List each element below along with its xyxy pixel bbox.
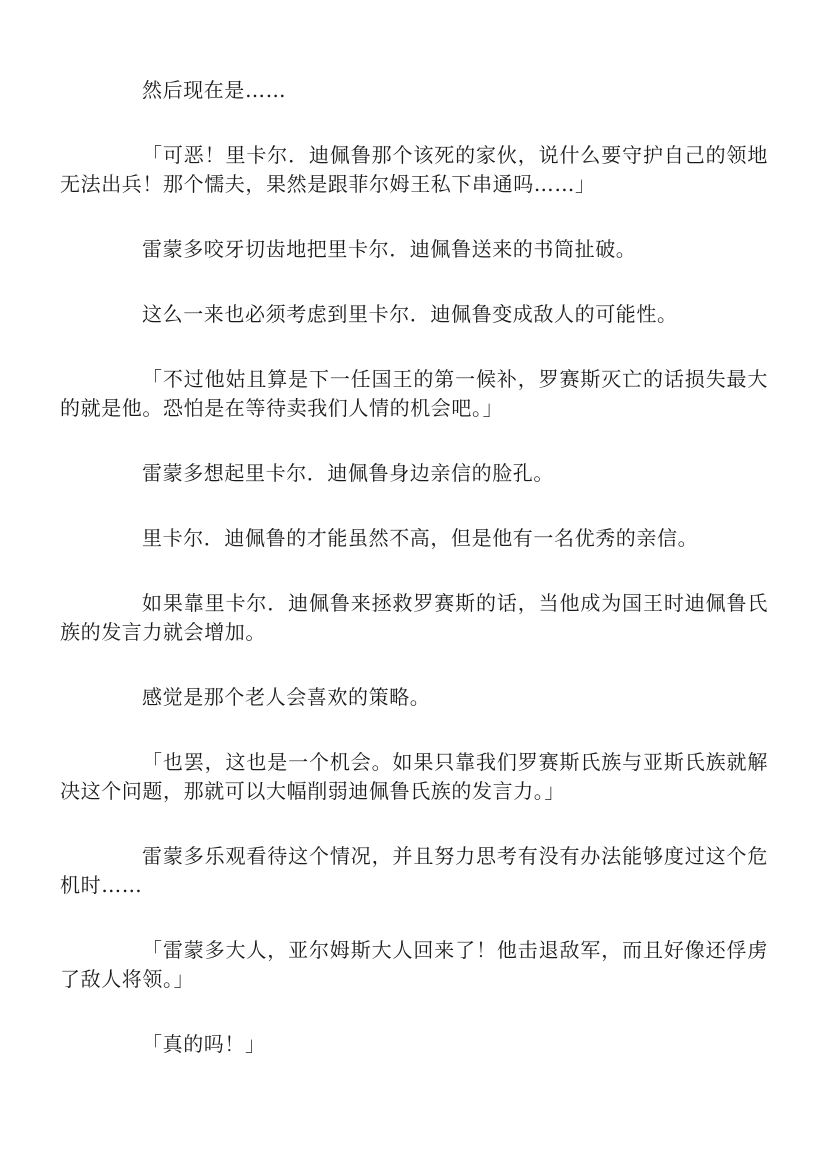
paragraph: 雷蒙多想起里卡尔．迪佩鲁身边亲信的脸孔。 — [142, 461, 554, 485]
paragraph: 雷蒙多咬牙切齿地把里卡尔．迪佩鲁送来的书筒扯破。 — [142, 237, 637, 261]
paragraph: 里卡尔．迪佩鲁的才能虽然不高，但是他有一名优秀的亲信。 — [142, 526, 699, 550]
paragraph: 如果靠里卡尔．迪佩鲁来拯救罗赛斯的话，当他成为国王时迪佩鲁氏族的发言力就会增加。 — [60, 591, 768, 644]
paragraph: 「可恶！里卡尔．迪佩鲁那个该死的家伙，说什么要守护自己的领地无法出兵！那个懦夫，果然是跟菲尔姆王私下串通吗……」 — [60, 143, 768, 196]
paragraph: 然后现在是…… — [142, 78, 287, 102]
paragraph: 「也罢，这也是一个机会。如果只靠我们罗赛斯氏族与亚斯氏族就解决这个问题，那就可以大幅削弱迪佩鲁氏族的发言力。」 — [60, 750, 768, 803]
document-page — [60, 76, 768, 1095]
paragraph: 雷蒙多乐观看待这个情况，并且努力思考有没有办法能够度过这个危机时…… — [60, 844, 768, 897]
paragraph: 感觉是那个老人会喜欢的策略。 — [142, 685, 431, 709]
paragraph: 「不过他姑且算是下一任国王的第一候补，罗赛斯灭亡的话损失最大的就是他。恐怕是在等待卖我们人情的机会吧。」 — [60, 367, 768, 420]
paragraph: 「真的吗！」 — [142, 1032, 266, 1056]
paragraph: 这么一来也必须考虑到里卡尔．迪佩鲁变成敌人的可能性。 — [142, 302, 678, 326]
paragraph: 「雷蒙多大人，亚尔姆斯大人回来了！他击退敌军，而且好像还俘虏了敌人将领。」 — [60, 938, 768, 991]
